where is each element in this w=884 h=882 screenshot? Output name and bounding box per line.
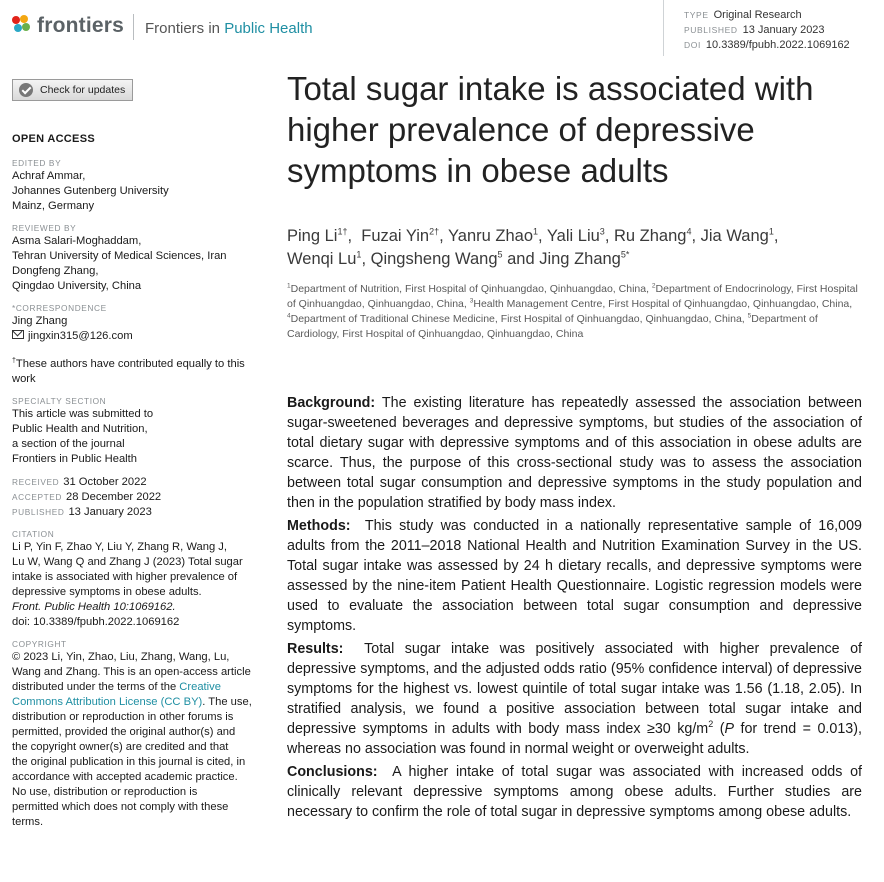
- results-paren: (: [719, 721, 725, 737]
- results-text-2: for trend = 0.013), whereas no association was found in normal weight or overweight adults.: [287, 721, 862, 757]
- affil-number: 1: [287, 282, 291, 290]
- logo-text: frontiers: [37, 14, 124, 37]
- author-name[interactable]: Yanru Zhao: [448, 227, 533, 245]
- author-affil: 4: [686, 226, 692, 237]
- citation-line: intake is associated with higher prevalence of: [12, 571, 238, 583]
- article-meta: [663, 0, 873, 56]
- results-unit: kg/m: [677, 721, 709, 737]
- meta-type: [684, 8, 873, 23]
- check-for-updates-button[interactable]: [12, 79, 133, 101]
- author-name[interactable]: Jia Wang: [700, 227, 769, 245]
- license-link[interactable]: Creative: [179, 681, 221, 693]
- author-affil: 1: [356, 249, 362, 260]
- abstract-conclusions: [287, 762, 862, 822]
- citation-line: Lu W, Wang Q and Zhang J (2023) Total sugar: [12, 556, 243, 568]
- meta-doi-label: DOI: [684, 40, 701, 50]
- edited-by-label: EDITED BY: [12, 158, 62, 168]
- meta-published: [684, 23, 873, 38]
- page-header: [0, 0, 884, 60]
- affil-text: Department of Nutrition, First Hospital of Qinhuangdao, Qinhuangdao, China,: [290, 283, 649, 295]
- meta-doi: [684, 38, 873, 53]
- equal-note-line: work: [12, 373, 36, 385]
- background-label: Background:: [287, 395, 376, 411]
- results-label: Results:: [287, 641, 344, 657]
- check-circle-icon: [19, 83, 33, 97]
- copyright-line: [12, 695, 268, 710]
- copyright-line: © 2023 Li, Yin, Zhao, Liu, Zhang, Wang, Lu,: [12, 651, 230, 663]
- author-name[interactable]: Ping Li: [287, 227, 338, 245]
- copyright-text: distributed under the terms of the: [12, 681, 177, 693]
- methods-text: This study was conducted in a nationally representative sample of 16,009 adults from the 2011–2018 National Health and Nutrition Examination Survey in the US. Total sugar intake was assessed by 24 h dietary recalls, and depressive symptoms were assessed by the nine-item Patient Health Questionnaire. Logistic regression models were used to evaluate the association between total sugar consumption and depressive symptoms.: [287, 518, 862, 634]
- specialty-line: a section of the journal: [12, 438, 125, 450]
- results-text: Total sugar intake was positively associated with higher prevalence of depressive symptoms, and the adjusted odds ratio (95% confidence interval) of depressive symptoms for the highest vs. lowest quintile of total sugar intake was 1.56 (1.18, 2.05). In stratified analysis, we found a positive association between total sugar intake and depressive symptoms in adults with body mass index: [287, 641, 863, 737]
- received-date: [12, 475, 268, 490]
- editor-line: Achraf Ammar,: [12, 170, 86, 182]
- reviewer-line: Dongfeng Zhang,: [12, 265, 99, 277]
- affil-number: 3: [469, 297, 474, 305]
- citation-label: CITATION: [12, 529, 55, 539]
- published-date: [12, 505, 268, 520]
- author-affil: 1: [768, 226, 774, 237]
- author-affil: 5: [497, 249, 503, 260]
- email-address[interactable]: jingxin315@126.com: [28, 330, 133, 342]
- author-affil: 3: [599, 226, 605, 237]
- article-info-sidebar: [12, 132, 268, 830]
- copyright-line: distribution or reproduction in other forums is: [12, 711, 234, 723]
- journal-prefix: Frontiers in: [145, 20, 221, 37]
- citation-doi[interactable]: doi: 10.3389/fpubh.2022.1069162: [12, 616, 180, 628]
- results-p-symbol: P: [724, 721, 734, 737]
- author-name[interactable]: Yali Liu: [546, 227, 600, 245]
- results-bmi-threshold: ≥30: [647, 721, 671, 737]
- meta-published-value: 13 January 2023: [742, 24, 825, 36]
- editor-line: Mainz, Germany: [12, 200, 95, 212]
- copyright-label: COPYRIGHT: [12, 639, 67, 649]
- meta-doi-value[interactable]: 10.3389/fpubh.2022.1069162: [705, 39, 850, 51]
- frontiers-logo[interactable]: [12, 14, 124, 38]
- results-unit-sup: 2: [708, 719, 714, 730]
- accepted-date: [12, 490, 268, 505]
- frontiers-logo-icon: [12, 15, 34, 37]
- copyright-line: permitted, provided the original author(s) and: [12, 726, 236, 738]
- conclusions-label: Conclusions:: [287, 764, 378, 780]
- citation-line: Front. Public Health 10:1069162.: [12, 601, 176, 613]
- affil-text: Department of Endocrinology, First Hospital of Qinhuangdao, Qinhuangdao, China,: [287, 283, 858, 310]
- received-value: 31 October 2022: [63, 476, 147, 488]
- author-affil: 5*: [620, 249, 630, 260]
- reviewer-line: Qingdao University, China: [12, 280, 142, 292]
- copyright-line: Wang and Zhang. This is an open-access article: [12, 666, 251, 678]
- background-text: The existing literature has repeatedly assessed the association between sugar-sweetened beverages and depressive symptoms, but studies of the association of total dietary sugar with depressive symptoms and of this association in obese adults are scarce. Thus, the purpose of this cross-sectional study was to assess the association between total sugar consumption and depressive symptoms in the study population and then in the population stratified by body mass index.: [287, 395, 863, 511]
- reviewer-line: Tehran University of Medical Sciences, Iran: [12, 250, 227, 262]
- author-affil: 1: [533, 226, 539, 237]
- author-name[interactable]: Qingsheng Wang: [370, 250, 498, 268]
- equal-contribution-note: [12, 357, 268, 387]
- title-line: symptoms in obese adults: [287, 152, 669, 189]
- author-name[interactable]: Wenqi Lu: [287, 250, 357, 268]
- accepted-label: ACCEPTED: [12, 492, 62, 502]
- conclusions-text: A higher intake of total sugar was associated with increased odds of clinically relevant depressive symptoms among obese adults. Further studies are necessary to confirm the role of total sugar in depressive symptoms among obese adults.: [287, 764, 862, 820]
- correspondence-name: Jing Zhang: [12, 315, 68, 327]
- reviewer-line: Asma Salari-Moghaddam,: [12, 235, 142, 247]
- correspondence-label: *CORRESPONDENCE: [12, 303, 107, 313]
- email-icon: [12, 330, 24, 339]
- equal-note-line: [12, 357, 268, 372]
- affil-text: Department of Traditional Chinese Medicine, First Hospital of Qinhuangdao, Qinhuangdao, China,: [290, 313, 745, 325]
- affiliations: [287, 282, 867, 342]
- meta-type-label: TYPE: [684, 10, 709, 20]
- copyright-line: the copyright owner(s) are credited and that: [12, 741, 229, 753]
- affil-number: 4: [287, 312, 291, 320]
- title-line: Total sugar intake is associated with: [287, 70, 814, 107]
- meta-published-label: PUBLISHED: [684, 25, 738, 35]
- citation-line: depressive symptoms in obese adults.: [12, 586, 202, 598]
- check-for-updates-label: Check for updates: [40, 84, 126, 96]
- citation-line: Li P, Yin F, Zhao Y, Liu Y, Zhang R, Wang J,: [12, 541, 227, 553]
- copyright-line: accordance with accepted academic practice.: [12, 771, 238, 783]
- copyright-line: No use, distribution or reproduction is: [12, 786, 198, 798]
- copyright-line: permitted which does not comply with these: [12, 801, 229, 813]
- author-affil: 1†: [337, 226, 348, 237]
- affil-text: Health Management Centre, First Hospital of Qinhuangdao, Qinhuangdao, China,: [473, 298, 853, 310]
- journal-section: Public Health: [224, 20, 313, 37]
- editor-line: Johannes Gutenberg University: [12, 185, 169, 197]
- author-list: Ping $Li^{1\dagger}$, Fuzai Yin$^{2\dagger}$, Yanru Zhao$^1$, Yali Liu$^3$, Ru Zhang$^4$, Jia Wang$^1$, Wenqi Lu$^1$, Qingsheng Wang$^5$ and Jing Zhang$^{5*}$: [287, 226, 779, 268]
- specialty-line: Public Health and Nutrition,: [12, 423, 148, 435]
- open-access-heading: OPEN ACCESS: [12, 133, 95, 145]
- license-link[interactable]: Commons Attribution License (CC BY): [12, 696, 203, 708]
- abstract-background: [287, 393, 862, 513]
- affil-number: 5: [747, 312, 752, 320]
- affil-number: 2: [651, 282, 656, 290]
- article-title: [287, 68, 877, 191]
- abstract: [287, 393, 862, 825]
- methods-label: Methods:: [287, 518, 351, 534]
- received-label: RECEIVED: [12, 477, 60, 487]
- author-affil: 2†: [429, 226, 440, 237]
- author-name[interactable]: Fuzai Yin: [361, 227, 430, 245]
- published-value: 13 January 2023: [68, 506, 152, 518]
- meta-type-value: Original Research: [713, 9, 802, 21]
- abstract-methods: [287, 516, 862, 636]
- published-label: PUBLISHED: [12, 507, 65, 517]
- journal-name[interactable]: [145, 20, 313, 37]
- correspondence-email[interactable]: [12, 329, 268, 344]
- specialty-line: This article was submitted to: [12, 408, 154, 420]
- copyright-line: terms.: [12, 816, 44, 828]
- reviewed-by-label: REVIEWED BY: [12, 223, 77, 233]
- copyright-line: the original publication in this journal is cited, in: [12, 756, 246, 768]
- copyright-line: [12, 680, 268, 695]
- dagger-mark: †: [12, 357, 16, 365]
- copyright-text: . The use,: [202, 696, 252, 708]
- author-name[interactable]: Ru Zhang: [613, 227, 687, 245]
- abstract-results: [287, 639, 862, 759]
- specialty-line: Frontiers in Public Health: [12, 453, 137, 465]
- header-divider: [133, 14, 134, 40]
- affil-text: Department of Cardiology, First Hospital of Qinhuangdao, Qinhuangdao, China: [287, 313, 818, 340]
- accepted-value: 28 December 2022: [65, 491, 162, 503]
- author-name[interactable]: Jing Zhang: [539, 250, 621, 268]
- specialty-section-label: SPECIALTY SECTION: [12, 396, 107, 406]
- equal-note-text: These authors have contributed equally to this: [15, 358, 245, 370]
- title-line: higher prevalence of depressive: [287, 111, 755, 148]
